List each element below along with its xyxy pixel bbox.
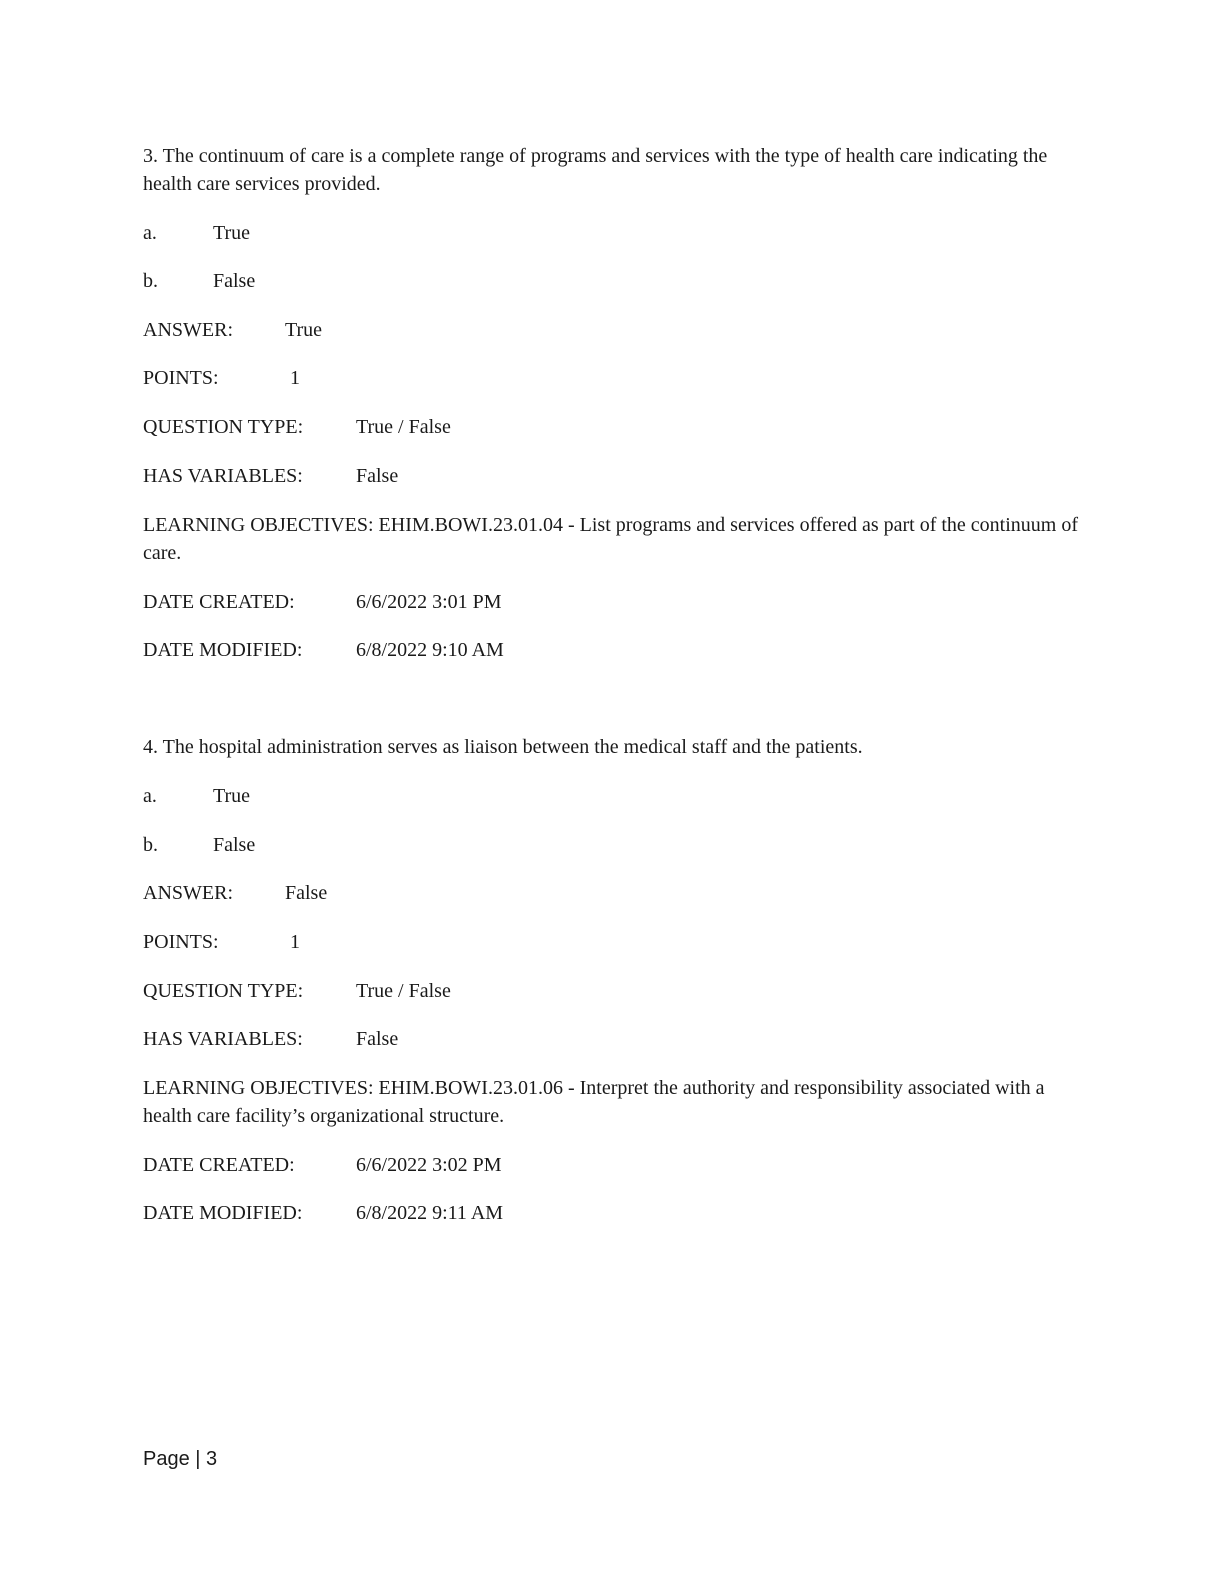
date-modified-value: 6/8/2022 9:11 AM bbox=[356, 1202, 504, 1224]
has-variables-value: False bbox=[356, 465, 399, 487]
answer-value: False bbox=[285, 882, 328, 904]
date-modified-row bbox=[143, 1199, 503, 1227]
answer-row bbox=[143, 316, 322, 344]
option-text: True bbox=[213, 785, 251, 807]
answer-label: ANSWER: bbox=[143, 319, 233, 341]
question-type-label: QUESTION TYPE: bbox=[143, 416, 304, 438]
question-type-label: QUESTION TYPE: bbox=[143, 980, 304, 1002]
answer-row bbox=[143, 879, 327, 907]
option-letter: b. bbox=[143, 270, 158, 292]
question-type-value: True / False bbox=[356, 980, 451, 1002]
date-created-row bbox=[143, 1151, 502, 1179]
option-text: False bbox=[213, 270, 256, 292]
points-value: 1 bbox=[290, 367, 300, 389]
date-created-row bbox=[143, 588, 502, 616]
page-number: Page | 3 bbox=[143, 1448, 218, 1470]
date-modified-value: 6/8/2022 9:10 AM bbox=[356, 639, 504, 661]
option-a bbox=[143, 782, 250, 810]
points-label: POINTS: bbox=[143, 367, 219, 389]
has-variables-row bbox=[143, 1025, 398, 1053]
option-b bbox=[143, 267, 255, 295]
question-type-row bbox=[143, 977, 451, 1005]
learning-objectives: LEARNING OBJECTIVES: EHIM.BOWI.23.01.04 - List programs and services offered as part of the continuum of care. bbox=[143, 514, 1078, 564]
has-variables-value: False bbox=[356, 1028, 399, 1050]
question-text: 3. The continuum of care is a complete range of programs and services with the type of health care indicating the health care services provided. bbox=[143, 145, 1048, 195]
answer-value: True bbox=[285, 319, 323, 341]
date-created-label: DATE CREATED: bbox=[143, 1154, 295, 1176]
option-letter: a. bbox=[143, 222, 157, 244]
option-text: False bbox=[213, 834, 256, 856]
date-modified-label: DATE MODIFIED: bbox=[143, 1202, 303, 1224]
points-value: 1 bbox=[290, 931, 300, 953]
option-letter: a. bbox=[143, 785, 157, 807]
has-variables-label: HAS VARIABLES: bbox=[143, 1028, 303, 1050]
question-text: 4. The hospital administration serves as liaison between the medical staff and the patients. bbox=[143, 736, 863, 758]
points-row bbox=[143, 364, 300, 392]
date-created-value: 6/6/2022 3:02 PM bbox=[356, 1154, 502, 1176]
answer-label: ANSWER: bbox=[143, 882, 233, 904]
question-type-value: True / False bbox=[356, 416, 451, 438]
date-modified-row bbox=[143, 636, 504, 664]
option-b bbox=[143, 831, 255, 859]
points-label: POINTS: bbox=[143, 931, 219, 953]
learning-objectives: LEARNING OBJECTIVES: EHIM.BOWI.23.01.06 - Interpret the authority and responsibility associated with a health care facility’s organizational structure. bbox=[143, 1077, 1045, 1127]
option-letter: b. bbox=[143, 834, 158, 856]
has-variables-label: HAS VARIABLES: bbox=[143, 465, 303, 487]
date-created-label: DATE CREATED: bbox=[143, 591, 295, 613]
question-type-row bbox=[143, 413, 451, 441]
date-created-value: 6/6/2022 3:01 PM bbox=[356, 591, 502, 613]
points-row bbox=[143, 928, 300, 956]
option-a bbox=[143, 219, 250, 247]
date-modified-label: DATE MODIFIED: bbox=[143, 639, 303, 661]
option-text: True bbox=[213, 222, 251, 244]
has-variables-row bbox=[143, 462, 398, 490]
